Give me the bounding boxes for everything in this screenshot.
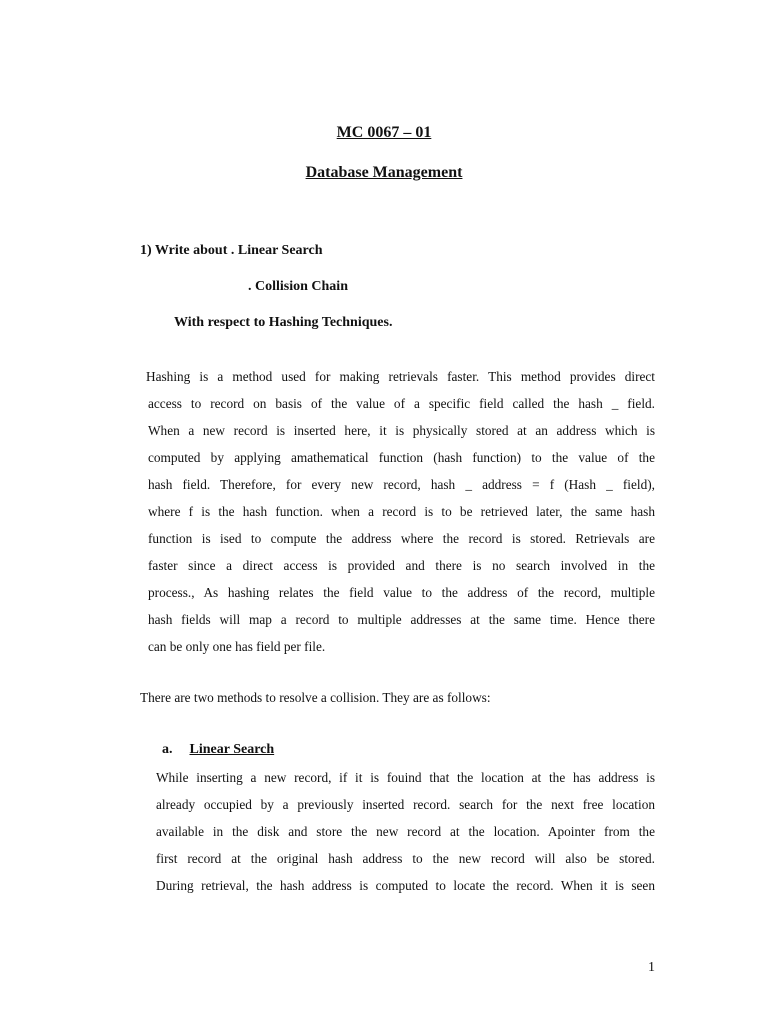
paragraph-line: During retrieval, the hash address is computed to locate the record. When it is seen xyxy=(156,878,655,893)
paragraph-line: function is ised to compute the address where the record is stored. Retrievals are xyxy=(148,531,655,546)
page-number: 1 xyxy=(648,960,655,975)
section-a-heading xyxy=(162,742,274,758)
question-line-2: . Collision Chain xyxy=(248,279,348,294)
course-code-heading: MC 0067 – 01 xyxy=(336,124,432,141)
paragraph-line: process., As hashing relates the field value to the address of the record, multiple xyxy=(148,585,655,600)
paragraph-line: computed by applying amathematical function (hash function) to the value of the xyxy=(148,450,655,465)
paragraph-line: Hashing is a method used for making retrievals faster. This method provides direct xyxy=(146,369,655,384)
section-a-label: a. xyxy=(162,742,173,757)
paragraph-line: hash field. Therefore, for every new record, hash _ address = f (Hash _ field), xyxy=(148,477,655,492)
paragraph-line: access to record on basis of the value of a specific field called the hash _ field. xyxy=(148,396,655,411)
section-a-title: Linear Search xyxy=(189,742,275,757)
paragraph-line: When a new record is inserted here, it is physically stored at an address which is xyxy=(148,423,655,438)
paragraph-line: hash fields will map a record to multiple addresses at the same time. Hence there xyxy=(148,612,655,627)
section-a-paragraph xyxy=(156,764,655,899)
intro-paragraph xyxy=(146,363,655,660)
paragraph-line: where f is the hash function. when a record is to be retrieved later, the same hash xyxy=(148,504,655,519)
course-title-heading: Database Management xyxy=(305,164,463,181)
question-line-1: 1) Write about . Linear Search xyxy=(140,243,323,258)
paragraph-line: faster since a direct access is provided and there is no search involved in the xyxy=(148,558,655,573)
paragraph-line: can be only one has field per file. xyxy=(148,639,326,654)
methods-intro-text: There are two methods to resolve a collision. They are as follows: xyxy=(140,690,491,705)
paragraph-line: already occupied by a previously inserted record. search for the next free location xyxy=(156,797,655,812)
paragraph-line: available in the disk and store the new record at the location. Apointer from the xyxy=(156,824,655,839)
question-line-3: With respect to Hashing Techniques. xyxy=(174,315,393,330)
paragraph-line: While inserting a new record, if it is fouind that the location at the has address is xyxy=(156,770,655,785)
paragraph-line: first record at the original hash address to the new record will also be stored. xyxy=(156,851,655,866)
